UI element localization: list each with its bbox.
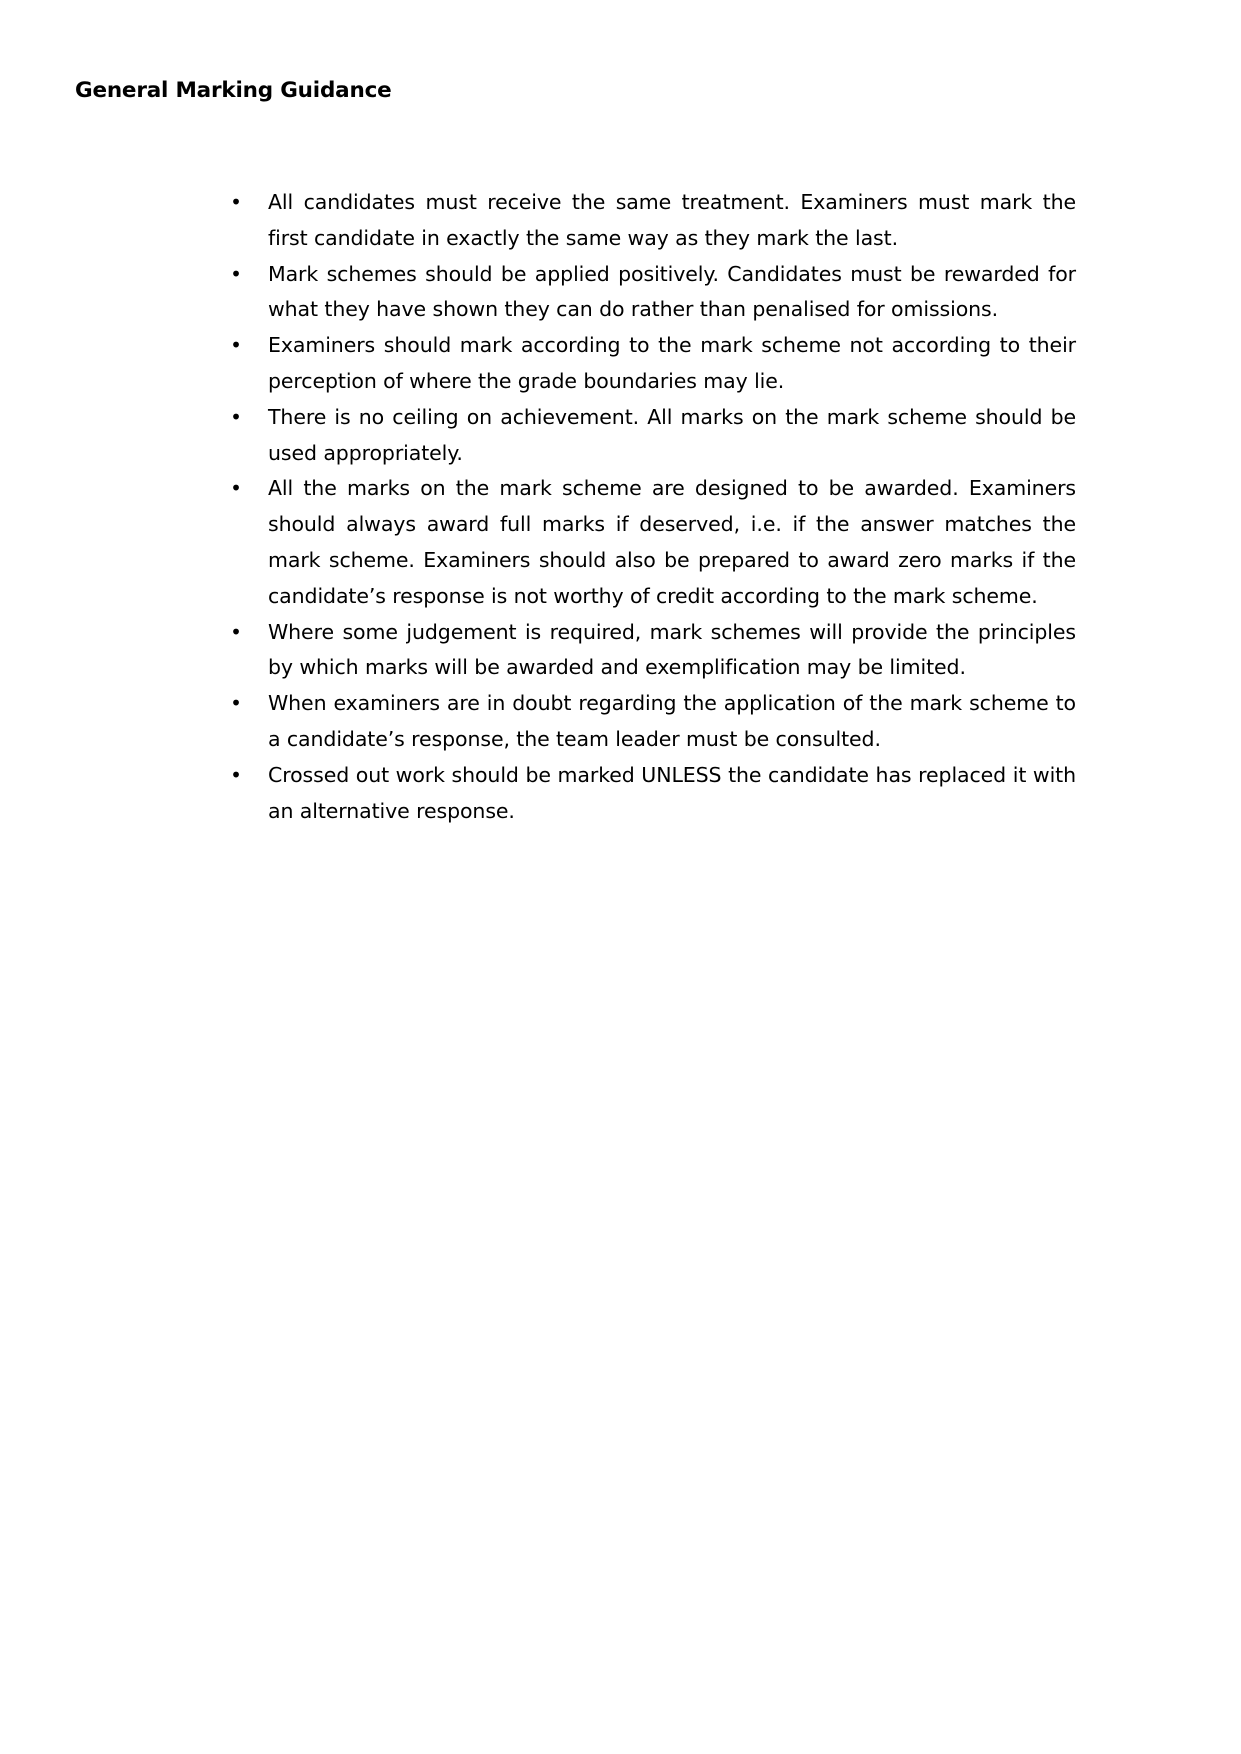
guidance-list bbox=[230, 185, 1076, 829]
list-item bbox=[230, 615, 1076, 687]
list-item bbox=[230, 328, 1076, 400]
list-item bbox=[230, 686, 1076, 758]
bullet-icon: • bbox=[230, 261, 242, 286]
list-item-text: Mark schemes should be applied positively. Candidates must be rewarded for what they have shown they can do rather than penalised for omissions. bbox=[268, 261, 1076, 322]
list-item bbox=[230, 758, 1076, 830]
bullet-icon: • bbox=[230, 190, 242, 214]
bullet-icon: • bbox=[230, 691, 242, 716]
list-item-text: All candidates must receive the same treatment. Examiners must mark the first candidate in exactly the same way as they mark the last. bbox=[268, 190, 1076, 250]
list-item-text: Where some judgement is required, mark schemes will provide the principles by which marks will be awarded and exemplification may be limited. bbox=[268, 619, 1076, 680]
list-item-text: Examiners should mark according to the mark scheme not according to their perception of where the grade boundaries may lie. bbox=[268, 333, 1076, 393]
list-item bbox=[230, 257, 1076, 329]
page-title: General Marking Guidance bbox=[75, 78, 392, 103]
bullet-icon: • bbox=[230, 619, 242, 644]
list-item bbox=[230, 400, 1076, 472]
list-item-text: There is no ceiling on achievement. All marks on the mark scheme should be used appropriately. bbox=[268, 404, 1076, 465]
bullet-icon: • bbox=[230, 476, 242, 501]
bullet-icon: • bbox=[230, 762, 242, 787]
list-item bbox=[230, 185, 1076, 257]
list-item-text: When examiners are in doubt regarding the application of the mark scheme to a candidate’s response, the team leader must be consulted. bbox=[268, 691, 1076, 751]
bullet-icon: • bbox=[230, 333, 242, 358]
list-item bbox=[230, 471, 1076, 614]
list-item-text: All the marks on the mark scheme are designed to be awarded. Examiners should always award full marks if deserved, i.e. if the answer matches the mark scheme. Examiners should also be prepared to award zero marks if the candidate’s response is not worthy of credit according to the mark scheme. bbox=[268, 476, 1076, 608]
bullet-icon: • bbox=[230, 404, 242, 429]
list-item-text: Crossed out work should be marked UNLESS the candidate has replaced it with an alternative response. bbox=[268, 762, 1076, 823]
